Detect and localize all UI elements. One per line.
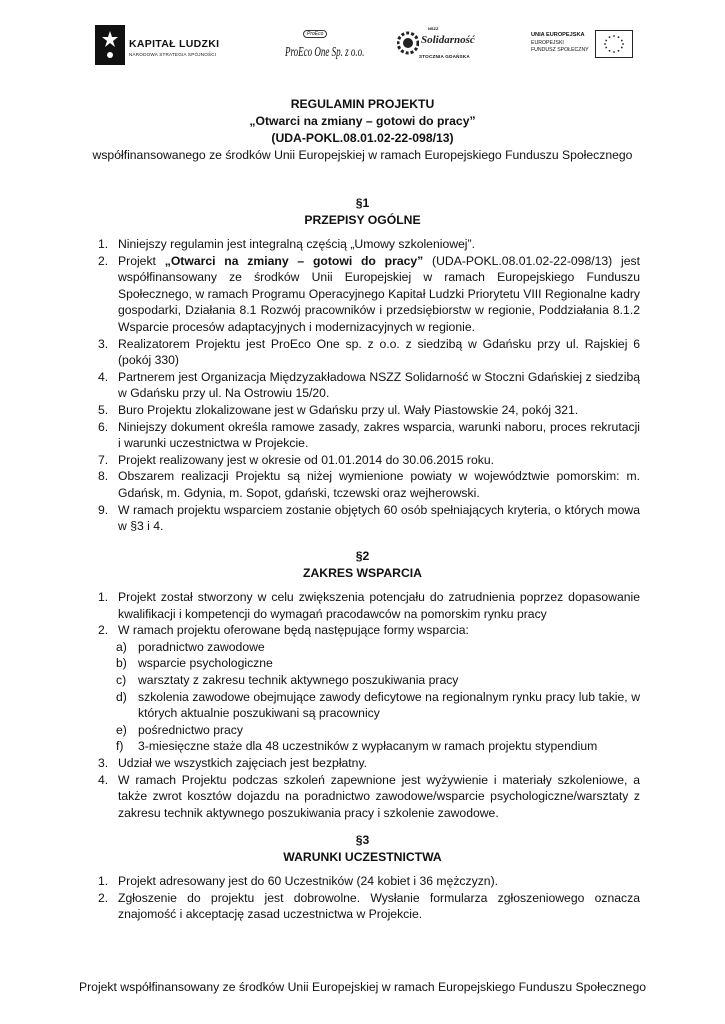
project-name: „Otwarci na zmiany – gotowi do pracy” (249, 114, 476, 128)
proeco-badge: ProEco (303, 30, 327, 38)
list-item: 1. Projekt został stworzony w celu zwiększenia potencjału do zatrudnienia poprzez dopasowanie kwalifikacji i kompetencji do wymagań pracodawców na pomorskim rynku pracy (98, 590, 640, 621)
proeco-name: ProEco One Sp. z o.o. (285, 44, 365, 59)
kapital-ludzki-title: KAPITAŁ LUDZKI (129, 38, 220, 50)
list-item: 3. Udział we wszystkich zajęciach jest bezpłatny. (98, 755, 368, 770)
section-3-number: §3 (355, 833, 370, 847)
sub-list-item: a) poradnictwo zawodowe (116, 639, 265, 654)
list-item: 9. W ramach projektu wsparciem zostanie objętych 60 osób spełniających kryteria, o których mowa w §3 i 4. (98, 502, 640, 534)
list-item: 2. Zgłoszenie do projektu jest dobrowolne. Wysłanie formularza zgłoszeniowego oznacza znajomość i akceptację zasad uczestnictwa w Projekcie. (98, 890, 640, 922)
sub-list-item: f) 3-miesięczne staże dla 48 uczestników z wypłacanym w ramach projektu stypendium (116, 739, 598, 754)
sub-list-item: c) warsztaty z zakresu technik aktywnego poszukiwania pracy (116, 672, 459, 687)
eu-line-1: EUROPEJSKI (531, 40, 564, 46)
solidarnosc-logo (395, 22, 475, 68)
eu-logo (531, 22, 635, 68)
eu-flag-icon (595, 30, 633, 58)
list-item: 2. Projekt „Otwarci na zmiany – gotowi do pracy” (UDA-POKL.08.01.02-22-098/13) jest współfinansowany ze środków Unii Europejskiej w ramach Europejskiego Funduszu Społecznego, w ramach Programu Operacyjnego Kapitał Ludzki Priorytetu VIII Regionalne kadry gospodarki, Działania 8.1 Rozwój pracowników i przedsiębiorstw w regionie, Poddziałania 8.1.2 Wsparcie procesów adaptacyjnych i modernizacyjnych w regionie. (98, 253, 640, 334)
list-item: 7. Projekt realizowany jest w okresie od 01.01.2014 do 30.06.2015 roku. (98, 452, 495, 467)
list-item: 4. W ramach Projektu podczas szkoleń zapewnione jest wyżywienie i materiały szkoleniowe, a także zwrot kosztów dojazdu na poradnictwo zawodowe/wsparcie psychologiczne/warsztaty z zakresu technik aktywnego poszukiwania pracy i szkolenie zawodowe. (98, 772, 640, 820)
proeco-logo (283, 22, 365, 68)
title-cofinancing: współfinansowanego ze środków Unii Europejskiej w ramach Europejskiego Funduszu Społecznego (92, 148, 633, 162)
list-item: 5. Buro Projektu zlokalizowane jest w Gdańsku przy ul. Wały Piastowskie 24, pokój 321. (98, 402, 579, 417)
section-2-number: §2 (355, 549, 370, 563)
section-1-heading: PRZEPISY OGÓLNE (304, 213, 421, 227)
document-title: REGULAMIN PROJEKTU (290, 97, 435, 111)
list-item: 3. Realizatorem Projektu jest ProEco One sp. z o.o. z siedzibą w Gdańsku przy ul. Rajskiej 6 (pokój 330) (98, 336, 640, 368)
section-1-list (98, 236, 640, 535)
project-code: (UDA-POKL.08.01.02-22-098/13) (271, 131, 454, 145)
kapital-ludzki-emblem-icon (95, 25, 125, 65)
section-2-list (98, 589, 640, 821)
section-2-heading: ZAKRES WSPARCIA (303, 566, 422, 580)
logo-bar (95, 22, 635, 72)
gear-emblem-icon (397, 30, 419, 56)
project-name-bold: „Otwarci na zmiany – gotowi do pracy” (164, 253, 424, 268)
list-item: 2. W ramach projektu oferowane będą następujące formy wsparcia: (98, 623, 469, 638)
solidarnosc-subtitle: STOCZNIA GDAŃSKA (419, 54, 470, 59)
sub-list-item: b) wsparcie psychologiczne (116, 656, 273, 671)
list-item: 1. Niniejszy regulamin jest integralną częścią „Umowy szkoleniowej”. (98, 237, 475, 251)
list-item: 1. Projekt adresowany jest do 60 Uczestników (24 kobiet i 36 mężczyzn). (98, 874, 499, 888)
sub-list-item: d) szkolenia zawodowe obejmujące zawody deficytowe na regionalnym rynku pracy lub takie, w których aktualnie poszukiwani są pracownicy (116, 689, 640, 721)
kapital-ludzki-subtitle: NARODOWA STRATEGIA SPÓJNOŚCI (129, 52, 217, 57)
solidarnosc-wordmark: Solidarność (421, 34, 475, 46)
page-footer: Projekt współfinansowany ze środków Unii Europejskiej w ramach Europejskiego Funduszu Społecznego (78, 980, 646, 994)
kapital-ludzki-logo (95, 22, 235, 68)
eu-line-2: FUNDUSZ SPOŁECZNY (531, 47, 589, 53)
list-item: 8. Obszarem realizacji Projektu są niżej wymienione powiaty w województwie pomorskim: m. Gdańsk, m. Gdynia, m. Sopot, gdański, tczewski oraz wejherowski. (98, 469, 640, 500)
solidarnosc-nszz: NSZZ (428, 26, 439, 31)
eu-title: UNIA EUROPEJSKA (531, 32, 585, 38)
list-item: 4. Partnerem jest Organizacja Międzyzakładowa NSZZ Solidarność w Stoczni Gdańskiej z siedzibą w Gdańsku przy ul. Na Ostrowiu 15/20. (98, 369, 640, 401)
section-3-list (98, 873, 640, 923)
section-3-heading: WARUNKI UCZESTNICTWA (283, 850, 442, 864)
sub-list-item: e) pośrednictwo pracy (116, 722, 243, 737)
list-item: 6. Niniejszy dokument określa ramowe zasady, zakres wsparcia, warunki naboru, proces rekrutacji i warunki uczestnictwa w Projekcie. (98, 419, 640, 451)
section-1-number: §1 (355, 196, 370, 210)
